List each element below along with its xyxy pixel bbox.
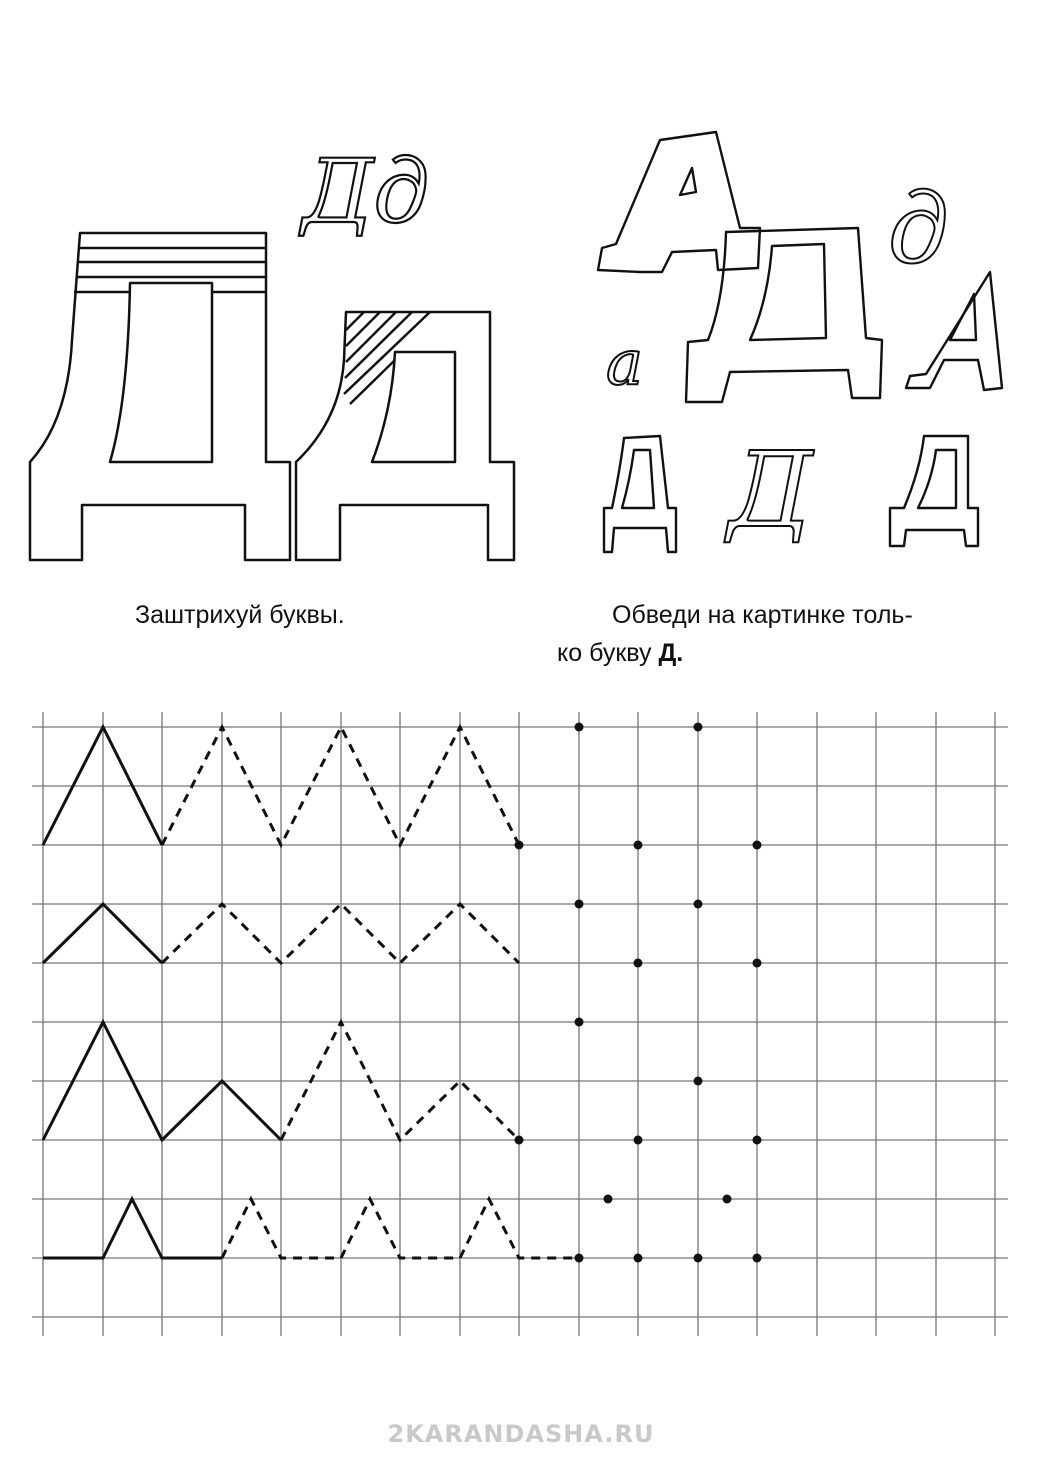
instruction-trace-line2: ко букву (557, 639, 659, 667)
outline-letter-d-small-1 (604, 436, 676, 552)
instruction-shade-letters: Заштрихуй буквы. (135, 601, 345, 629)
cursive-small-a: а (606, 326, 643, 399)
cursive-small-d: д (888, 173, 949, 285)
cursive-pair-dd: Дд (302, 140, 430, 243)
site-watermark: 2KARANDASHA.RU (387, 1420, 655, 1448)
instruction-target-letter: Д. (658, 639, 684, 667)
outline-letter-a-large (598, 132, 760, 272)
outline-letter-d-small-2 (890, 436, 978, 546)
outline-letter-d-large-1 (30, 233, 290, 560)
tracing-grid (32, 712, 1008, 1336)
outline-letter-d-large-2 (296, 312, 514, 560)
trace-row-4 (43, 1199, 579, 1258)
instruction-trace-letter (557, 596, 1007, 672)
instruction-trace-line1: Обведи на картинке толь- (612, 601, 913, 629)
cursive-capital-d: Д (728, 429, 813, 551)
